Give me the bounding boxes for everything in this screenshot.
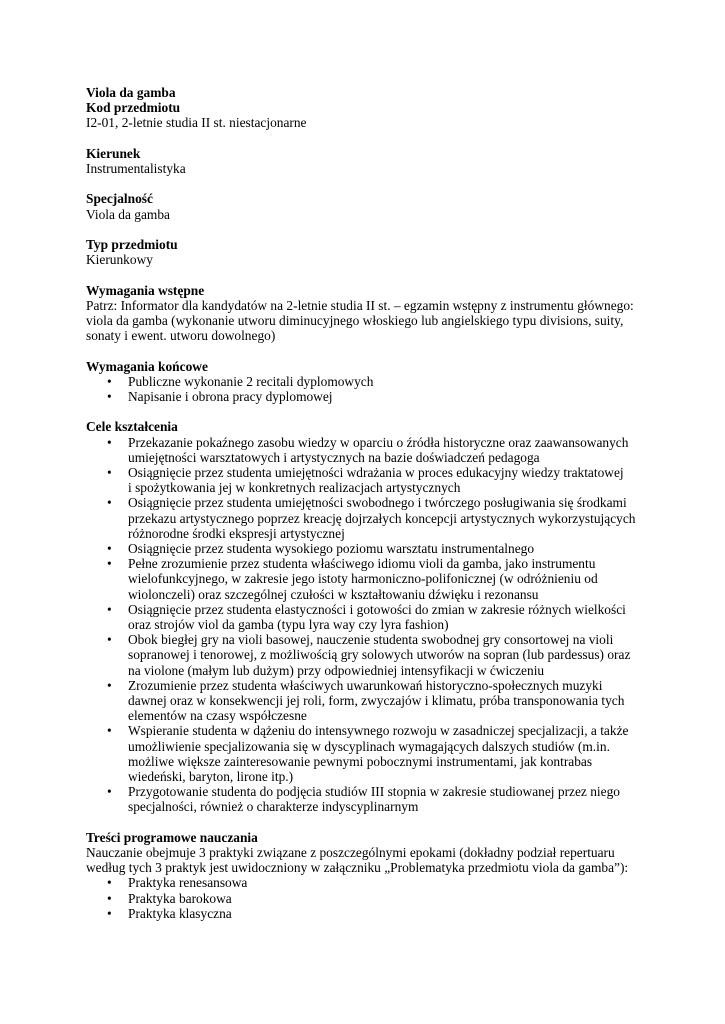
education-goals-heading: Cele kształcenia	[86, 419, 178, 435]
text-line: Patrz: Informator dla kandydatów na 2-letnie studia II st. – egzamin wstępny z instrumentu głównego:	[86, 297, 634, 313]
list-item-line: Osiągnięcie przez studenta umiejętności swobodnego i twórczego posługiwania się środkami	[128, 495, 627, 511]
document-page	[86, 85, 661, 921]
bullet-icon: •	[107, 601, 112, 617]
document-title: Viola da gamba	[86, 85, 176, 100]
bullet-icon: •	[107, 556, 112, 572]
list-item	[86, 891, 661, 906]
list-item	[86, 435, 661, 465]
list-item-line: Zrozumienie przez studenta właściwych uwarunkowań historyczno-społecznych muzyki	[128, 677, 603, 693]
type-heading: Typ przedmiotu	[86, 236, 178, 252]
bullet-icon: •	[107, 905, 112, 921]
list-item-text: Publiczne wykonanie 2 recitali dyplomowych	[128, 373, 374, 389]
direction-heading: Kierunek	[86, 145, 141, 161]
list-item-line: dawnej oraz w konsekwencji jej roli, form, zwyczajów i klimatu, próba transponowania tych	[128, 693, 625, 709]
list-item	[86, 556, 661, 602]
entry-requirements-heading: Wymagania wstępne	[86, 282, 205, 298]
bullet-icon: •	[107, 632, 112, 648]
list-item	[86, 632, 661, 678]
program-content-list	[86, 875, 661, 921]
list-item-line: umiejętności warsztatowych i artystycznych na bazie doświadczeń pedagoga	[128, 449, 540, 465]
list-item-line: Pełne zrozumienie przez studenta właściwego idiomu violi da gamba, jako instrumentu	[128, 556, 596, 572]
list-item-line: przekazu artystycznego poprzez kreację dojrzałych koncepcji artystycznych wykorzystujących	[128, 510, 636, 526]
code-value: I2-01, 2-letnie studia II st. niestacjonarne	[86, 115, 307, 131]
list-item	[86, 678, 661, 724]
direction-value: Instrumentalistyka	[86, 161, 186, 176]
final-requirements-heading: Wymagania końcowe	[86, 358, 208, 374]
list-item-text: Praktyka barokowa	[128, 890, 232, 906]
bullet-icon: •	[107, 890, 112, 906]
list-item	[86, 374, 661, 389]
bullet-icon: •	[107, 464, 112, 480]
list-item-line: Przygotowanie studenta do podjęcia studiów III stopnia w zakresie studiowanej przez niego	[128, 784, 620, 800]
list-item-line: Wspieranie studenta w dążeniu do intensywnego rozwoju w zasadniczej specjalizacji, a także	[128, 723, 629, 739]
list-item-text: Praktyka renesansowa	[128, 875, 248, 891]
list-item-line: elementów na czasy współczesne	[128, 708, 307, 724]
final-requirements-list	[86, 374, 661, 404]
program-content-text	[86, 845, 661, 875]
bullet-icon: •	[107, 784, 112, 800]
list-item-line: możliwe większe zainteresowanie pewnymi pobocznymi instrumentami, jak kontrabas	[128, 753, 593, 769]
education-goals-list	[86, 435, 661, 815]
bullet-icon: •	[107, 677, 112, 693]
bullet-icon: •	[107, 373, 112, 389]
text-line: Nauczanie obejmuje 3 praktyki związane z poszczególnymi epokami (dokładny podział repertuaru	[86, 845, 615, 861]
list-item-line: na violone (małym lub dużym) przy odpowiedniej intensyfikacji w ćwiczeniu	[128, 662, 545, 678]
list-item-text: Napisanie i obrona pracy dyplomowej	[128, 388, 333, 404]
list-item-line: Osiągnięcie przez studenta wysokiego poziomu warsztatu instrumentalnego	[128, 541, 535, 556]
list-item	[86, 784, 661, 814]
list-item	[86, 602, 661, 632]
bullet-icon: •	[107, 723, 112, 739]
list-item-line: sopranowej i tenorowej, z możliwością gry solowych utworów na sopran (lub pardessus) oraz	[128, 647, 631, 663]
bullet-icon: •	[107, 541, 112, 556]
text-line: viola da gamba (wykonanie utworu diminucyjnego włoskiego lub angielskiego typu divisions, suity,	[86, 312, 624, 328]
list-item-line: oraz strojów viol da gamba (typu lyra way czy lyra fashion)	[128, 617, 449, 633]
list-item-line: wielofunkcyjnego, w zakresie jego istoty harmoniczno-polifonicznej (w odróżnieniu od	[128, 571, 598, 587]
specialty-value: Viola da gamba	[86, 206, 170, 222]
type-value: Kierunkowy	[86, 252, 153, 268]
list-item-line: Obok biegłej gry na violi basowej, nauczenie studenta swobodnej gry consortowej na violi	[128, 632, 614, 648]
list-item	[86, 906, 661, 921]
code-heading: Kod przedmiotu	[86, 100, 181, 116]
list-item-line: Osiągnięcie przez studenta elastyczności i gotowości do zmian w zakresie różnych wielkości	[128, 601, 626, 617]
list-item-line: Przekazanie pokaźnego zasobu wiedzy w oparciu o źródła historyczne oraz zaawansowanych	[128, 434, 629, 450]
bullet-icon: •	[107, 388, 112, 404]
text-line: sonaty i ewent. utworu dowolnego)	[86, 328, 276, 344]
list-item-line: wiedeński, baryton, lirone itp.)	[128, 769, 294, 785]
list-item-line: różnorodne środki ekspresji artystycznej	[128, 525, 345, 541]
list-item	[86, 389, 661, 404]
specialty-heading: Specjalność	[86, 191, 153, 207]
list-item	[86, 541, 661, 556]
list-item-line: specjalności, również o charakterze indyscyplinarnym	[128, 799, 419, 815]
list-item-line: i spożytkowania jej w konkretnych realizacjach artystycznych	[128, 480, 461, 496]
bullet-icon: •	[107, 495, 112, 511]
entry-requirements-text	[86, 298, 661, 344]
list-item-line: Osiągnięcie przez studenta umiejętności wdrażania w proces edukacyjny wiedzy traktatowej	[128, 464, 624, 480]
list-item	[86, 465, 661, 495]
list-item-line: wiolonczeli) oraz szczególnej czułości w kształtowaniu dźwięku i rezonansu	[128, 586, 539, 602]
program-content-heading: Treści programowe nauczania	[86, 829, 258, 845]
text-line: według tych 3 praktyk jest uwidoczniony w załączniku „Problematyka przedmiotu viola da gamba”):	[86, 860, 629, 876]
list-item	[86, 723, 661, 784]
list-item-text: Praktyka klasyczna	[128, 905, 232, 921]
list-item	[86, 495, 661, 541]
bullet-icon: •	[107, 434, 112, 450]
bullet-icon: •	[107, 875, 112, 891]
list-item	[86, 875, 661, 890]
list-item-line: umożliwienie specjalizowania się w dyscyplinach wymagających dalszych studiów (m.in.	[128, 738, 610, 754]
